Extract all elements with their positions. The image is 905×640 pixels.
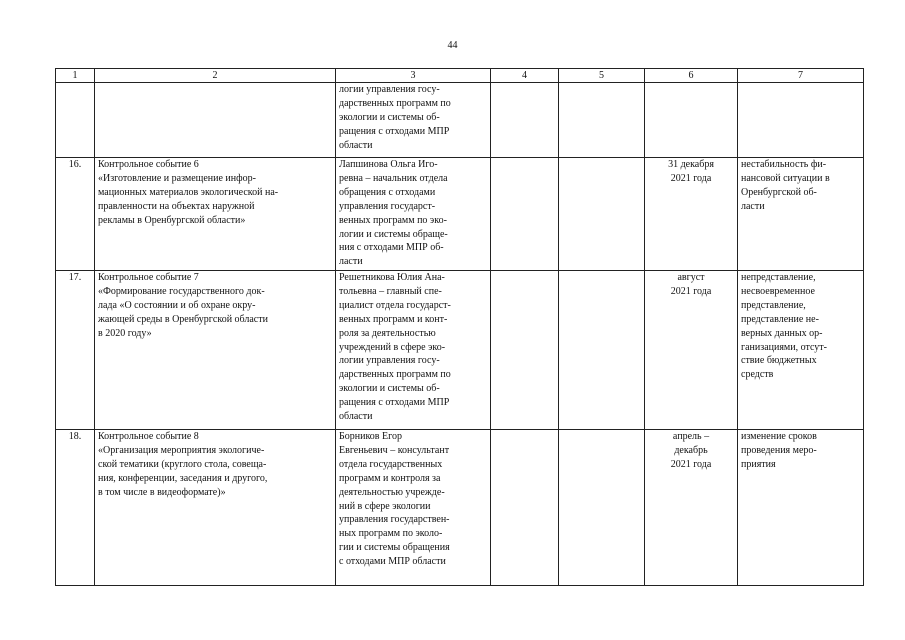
column-header: 1 (56, 69, 95, 83)
column-header: 6 (645, 69, 738, 83)
table-row (56, 158, 864, 271)
row-number: 18. (56, 430, 95, 586)
col4-cell (491, 430, 559, 586)
row-number (56, 83, 95, 158)
column-header: 5 (559, 69, 645, 83)
risk-cell: нестабильность фи- нансовой ситуации в Оренбургской об- ласти (738, 158, 864, 271)
column-header: 2 (95, 69, 336, 83)
col4-cell (491, 271, 559, 430)
col4-cell (491, 158, 559, 271)
date-cell (645, 83, 738, 158)
event-cell: Контрольное событие 6 «Изготовление и размещение инфор- мационных материалов экологической на- правленности на объектах наружной рекламы в Оренбургской области» (95, 158, 336, 271)
column-header: 3 (336, 69, 491, 83)
col5-cell (559, 83, 645, 158)
event-cell (95, 83, 336, 158)
date-cell: 31 декабря 2021 года (645, 158, 738, 271)
date-cell: апрель – декабрь 2021 года (645, 430, 738, 586)
row-number: 17. (56, 271, 95, 430)
table-header-row (56, 69, 864, 83)
date-cell: август 2021 года (645, 271, 738, 430)
risk-cell: изменение сроков проведения меро- приятия (738, 430, 864, 586)
event-cell: Контрольное событие 7 «Формирование государственного док- лада «О состоянии и об охране окру- жающей среды в Оренбургской области в 2020 году» (95, 271, 336, 430)
responsible-cell: Решетникова Юлия Ана- тольевна – главный спе- циалист отдела государст- венных программ и конт- роля за деятельностью учреждений в сфере эко- логии управления госу- дарственных программ по экологии и системы об- ращения с отходами МПР области (336, 271, 491, 430)
column-header: 7 (738, 69, 864, 83)
control-events-table (55, 68, 864, 586)
risk-cell: непредставление, несвоевременное представление, представление не- верных данных ор- ганизациями, отсут- ствие бюджетных средств (738, 271, 864, 430)
col4-cell (491, 83, 559, 158)
risk-cell (738, 83, 864, 158)
event-cell: Контрольное событие 8 «Организация мероприятия экологиче- ской тематики (круглого стола, совеща- ния, конференции, заседания и другого, в том числе в видеоформате)» (95, 430, 336, 586)
table-row (56, 271, 864, 430)
col5-cell (559, 430, 645, 586)
col5-cell (559, 158, 645, 271)
table-row (56, 430, 864, 586)
responsible-cell: Борников Егор Евгеньевич – консультант отдела государственных программ и контроля за деятельностью учрежде- ний в сфере экологии управления государствен- ных программ по эколо- гии и системы обращения с отходами МПР области (336, 430, 491, 586)
column-header: 4 (491, 69, 559, 83)
page-number: 44 (447, 40, 458, 51)
row-number: 16. (56, 158, 95, 271)
col5-cell (559, 271, 645, 430)
table-row (56, 83, 864, 158)
responsible-cell: логии управления госу- дарственных программ по экологии и системы об- ращения с отходами МПР области (336, 83, 491, 158)
responsible-cell: Лапшинова Ольга Иго- ревна – начальник отдела обращения с отходами управления государст- венных программ по эко- логии и системы обраще- ния с отходами МПР об- ласти (336, 158, 491, 271)
